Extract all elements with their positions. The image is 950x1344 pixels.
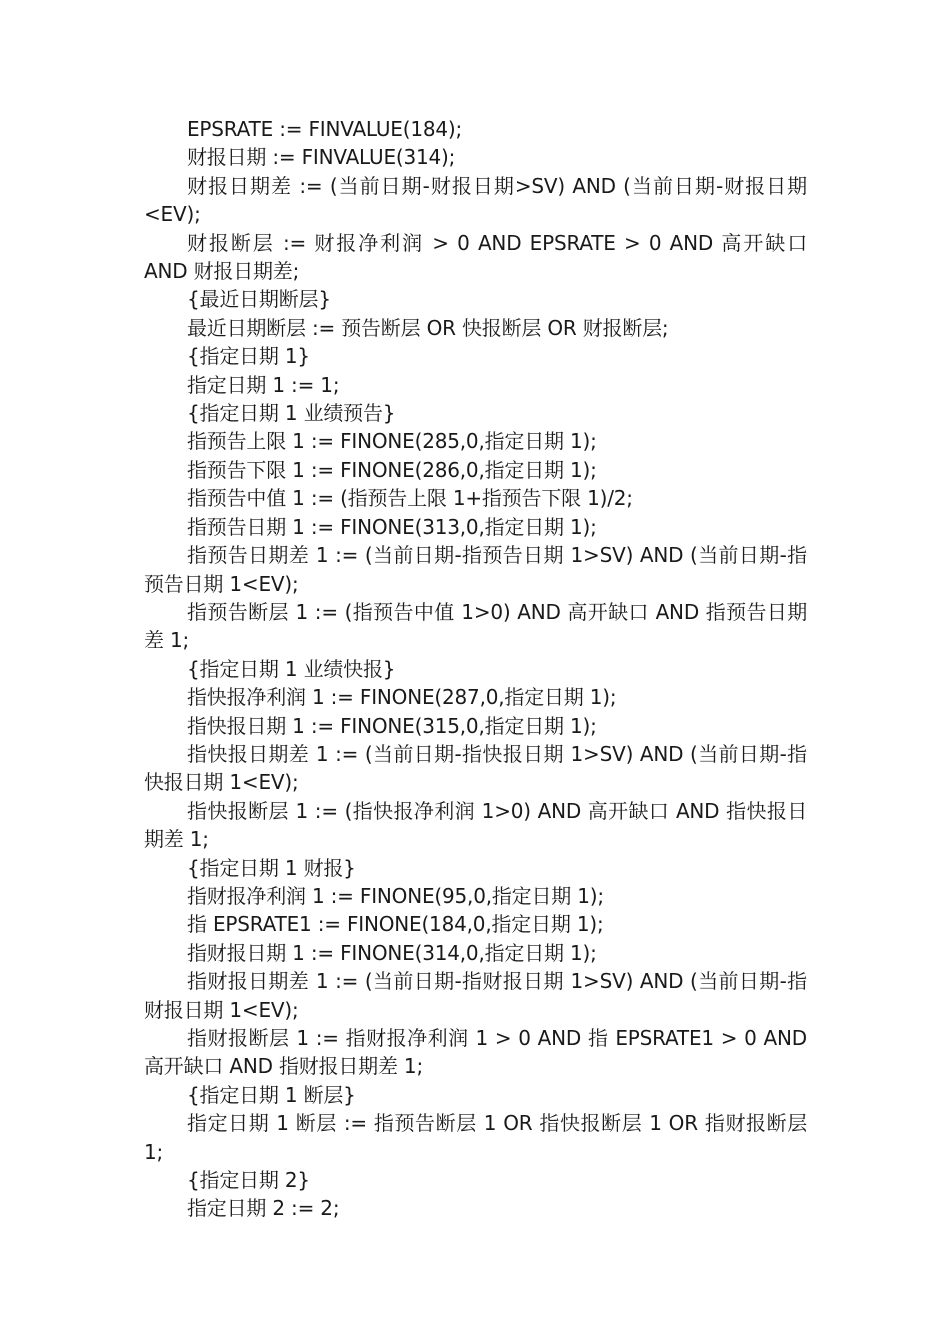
code-line: 指财报断层 1 := 指财报净利润 1 > 0 AND 指 EPSRATE1 > 0 AND 高开缺口 AND 指财报日期差 1; — [144, 1026, 807, 1079]
code-line: 财报日期差 := (当前日期-财报日期>SV) AND (当前日期-财报日期<EV); — [144, 173, 807, 227]
code-line: 指预告断层 1 := (指预告中值 1>0) AND 高开缺口 AND 指预告日期差 1; — [144, 599, 807, 653]
comment-line: {指定日期 1 断层} — [187, 1082, 356, 1107]
code-line: 指快报日期差 1 := (当前日期-指快报日期 1>SV) AND (当前日期-指快报日期 1<EV); — [144, 741, 807, 795]
code-line: 指财报日期 1 := FINONE(314,0,指定日期 1); — [187, 940, 597, 965]
code-line: 指定日期 1 断层 := 指预告断层 1 OR 指快报断层 1 OR 指财报断层 1; — [144, 1111, 807, 1164]
code-line: 财报断层 := 财报净利润 > 0 AND EPSRATE > 0 AND 高开缺口 AND 财报日期差; — [144, 230, 807, 284]
code-line: 指快报净利润 1 := FINONE(287,0,指定日期 1); — [187, 685, 617, 710]
code-line: 指 EPSRATE1 := FINONE(184,0,指定日期 1); — [187, 912, 604, 937]
code-line: 指预告上限 1 := FINONE(285,0,指定日期 1); — [187, 429, 597, 454]
comment-line: {指定日期 1} — [187, 344, 310, 369]
comment-line: {指定日期 1 财报} — [187, 855, 356, 880]
code-line: 财报日期 := FINVALUE(314); — [187, 145, 456, 170]
code-line: 指预告中值 1 := (指预告上限 1+指预告下限 1)/2; — [187, 486, 633, 511]
comment-line: {指定日期 1 业绩快报} — [187, 656, 396, 681]
code-line: EPSRATE := FINVALUE(184); — [187, 117, 463, 141]
comment-line: {最近日期断层} — [187, 287, 331, 312]
code-line: 指定日期 2 := 2; — [187, 1196, 340, 1221]
code-line: 指预告日期差 1 := (当前日期-指预告日期 1>SV) AND (当前日期-指预告日期 1<EV); — [144, 543, 807, 596]
code-line: 指财报日期差 1 := (当前日期-指财报日期 1>SV) AND (当前日期-指财报日期 1<EV); — [144, 969, 807, 1022]
code-line: 指快报日期 1 := FINONE(315,0,指定日期 1); — [187, 713, 597, 738]
code-line: 指预告下限 1 := FINONE(286,0,指定日期 1); — [187, 457, 597, 482]
code-line: 指财报净利润 1 := FINONE(95,0,指定日期 1); — [187, 883, 604, 908]
comment-line: {指定日期 1 业绩预告} — [187, 401, 396, 426]
code-line: 指快报断层 1 := (指快报净利润 1>0) AND 高开缺口 AND 指快报日期差 1; — [144, 798, 807, 852]
code-line: 指预告日期 1 := FINONE(313,0,指定日期 1); — [187, 514, 597, 539]
document-body — [144, 115, 807, 1223]
comment-line: {指定日期 2} — [187, 1168, 310, 1193]
code-line: 指定日期 1 := 1; — [187, 372, 340, 397]
code-line: 最近日期断层 := 预告断层 OR 快报断层 OR 财报断层; — [187, 315, 669, 340]
